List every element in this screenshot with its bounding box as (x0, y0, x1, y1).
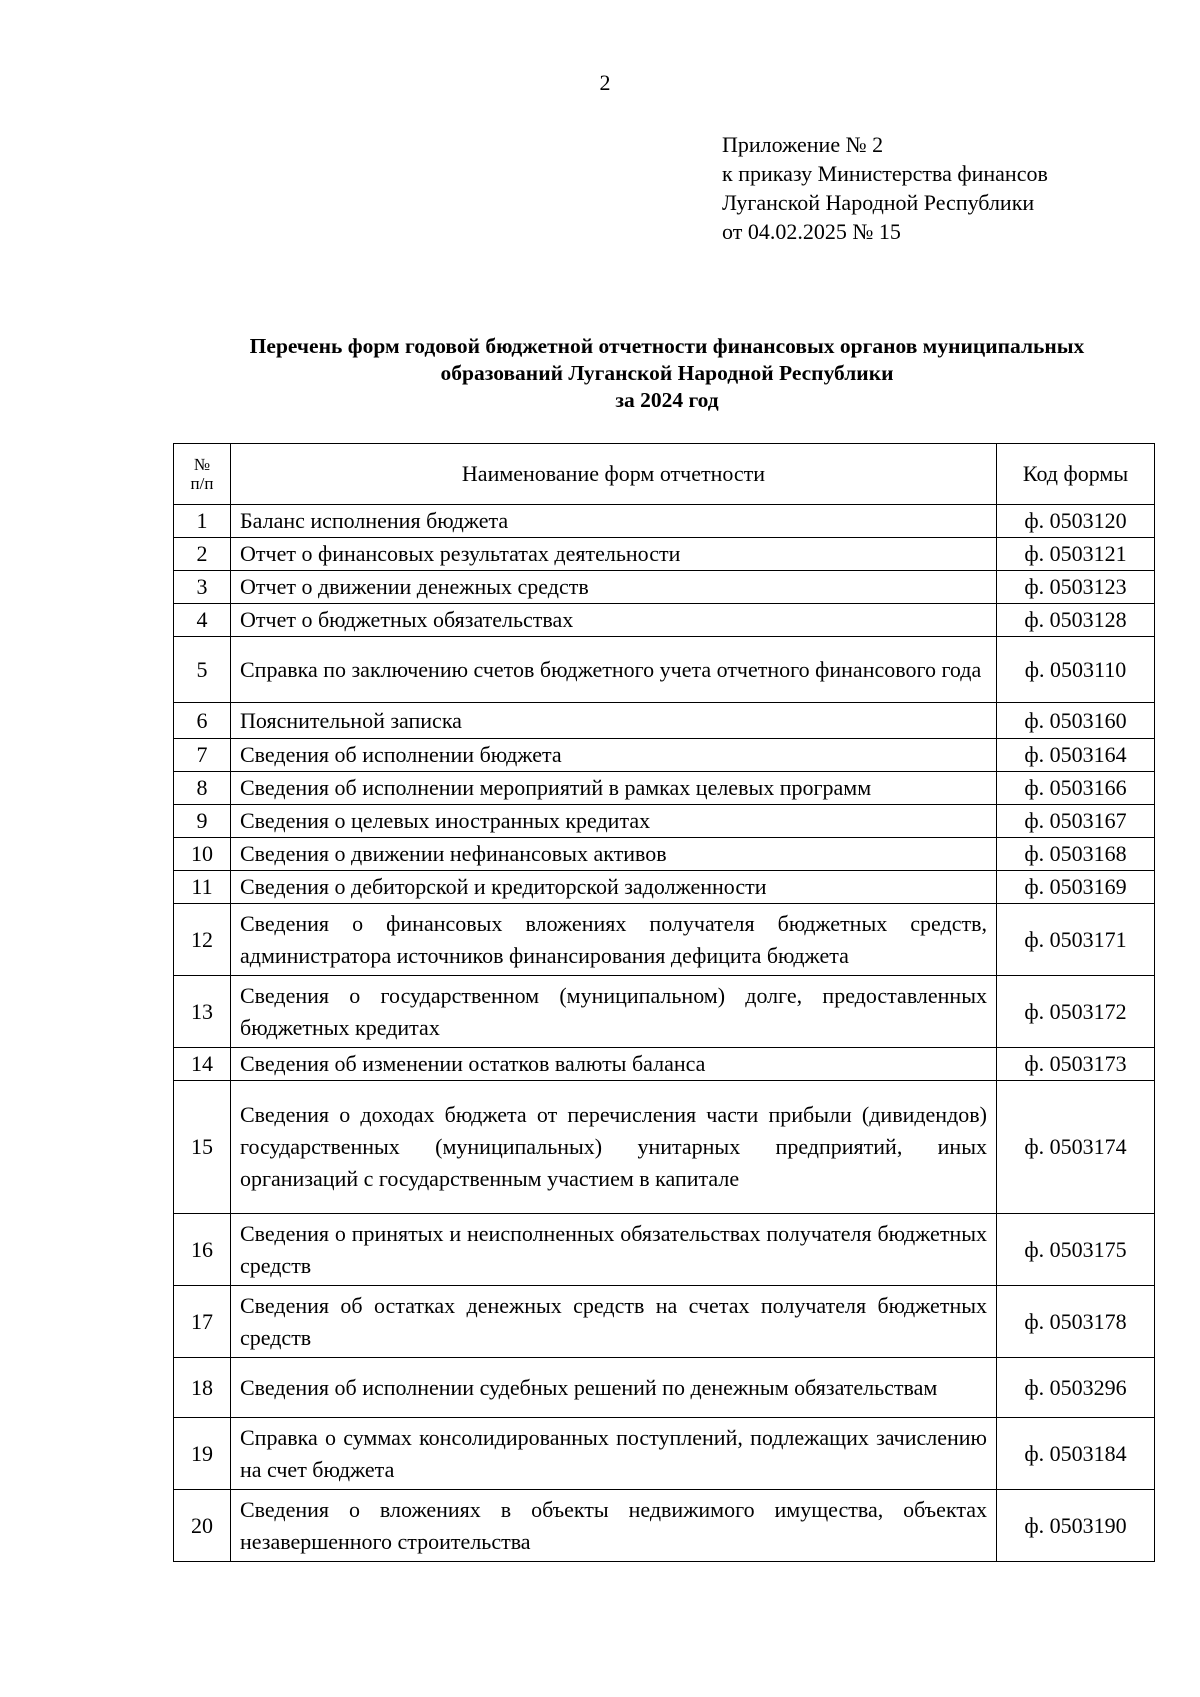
row-name: Справка о суммах консолидированных поступлений, подлежащих зачислению на счет бюджета (231, 1418, 997, 1490)
table-row (174, 1358, 1155, 1418)
row-number: 19 (174, 1418, 231, 1490)
row-name: Отчет о бюджетных обязательствах (231, 604, 997, 637)
row-code: ф. 0503174 (997, 1081, 1155, 1214)
row-name: Сведения об изменении остатков валюты баланса (231, 1048, 997, 1081)
row-number: 11 (174, 871, 231, 904)
row-number: 13 (174, 976, 231, 1048)
row-number: 1 (174, 505, 231, 538)
row-number: 7 (174, 739, 231, 772)
table-row (174, 772, 1155, 805)
title-line: за 2024 год (615, 388, 719, 412)
header-number (174, 444, 231, 505)
table-row (174, 1214, 1155, 1286)
row-number: 14 (174, 1048, 231, 1081)
row-number: 20 (174, 1490, 231, 1562)
row-number: 8 (174, 772, 231, 805)
table-header-row (174, 444, 1155, 505)
row-number: 12 (174, 904, 231, 976)
table-row (174, 604, 1155, 637)
title-line: Перечень форм годовой бюджетной отчетности финансовых органов муниципальных (249, 334, 1085, 358)
row-name: Пояснительной записка (231, 703, 997, 739)
table-row (174, 703, 1155, 739)
row-code: ф. 0503178 (997, 1286, 1155, 1358)
table-row (174, 1048, 1155, 1081)
header-number-top: № (193, 455, 211, 474)
appendix-line: Луганской Народной Республики (722, 190, 1035, 215)
row-name: Баланс исполнения бюджета (231, 505, 997, 538)
row-code: ф. 0503123 (997, 571, 1155, 604)
title-line: образований Луганской Народной Республики (440, 361, 894, 385)
table-row (174, 1286, 1155, 1358)
table-row (174, 637, 1155, 703)
header-name: Наименование форм отчетности (231, 444, 997, 505)
row-name: Сведения о целевых иностранных кредитах (231, 805, 997, 838)
row-code: ф. 0503164 (997, 739, 1155, 772)
table-row (174, 976, 1155, 1048)
row-number: 6 (174, 703, 231, 739)
table-row (174, 505, 1155, 538)
header-number-bottom: п/п (190, 474, 214, 493)
row-name: Сведения о доходах бюджета от перечисления части прибыли (дивидендов) государственных (муниципальных) унитарных предприятий, иных организаций с государственным участием в капитале (231, 1081, 997, 1214)
table-row (174, 538, 1155, 571)
row-name: Сведения об исполнении бюджета (231, 739, 997, 772)
row-code: ф. 0503160 (997, 703, 1155, 739)
table-row (174, 805, 1155, 838)
row-name: Сведения о дебиторской и кредиторской задолженности (231, 871, 997, 904)
row-name: Отчет о финансовых результатах деятельности (231, 538, 997, 571)
appendix-header (722, 130, 1048, 246)
row-code: ф. 0503121 (997, 538, 1155, 571)
forms-table (173, 443, 1155, 1562)
table-row (174, 838, 1155, 871)
row-name: Сведения о вложениях в объекты недвижимого имущества, объектах незавершенного строительства (231, 1490, 997, 1562)
row-number: 17 (174, 1286, 231, 1358)
table-row (174, 571, 1155, 604)
row-number: 18 (174, 1358, 231, 1418)
row-name: Сведения об исполнении судебных решений по денежным обязательствам (231, 1358, 997, 1418)
row-code: ф. 0503184 (997, 1418, 1155, 1490)
row-name: Отчет о движении денежных средств (231, 571, 997, 604)
row-code: ф. 0503171 (997, 904, 1155, 976)
page-number: 2 (599, 70, 611, 95)
row-code: ф. 0503296 (997, 1358, 1155, 1418)
row-code: ф. 0503110 (997, 637, 1155, 703)
table-row (174, 739, 1155, 772)
row-name: Сведения о движении нефинансовых активов (231, 838, 997, 871)
row-number: 10 (174, 838, 231, 871)
row-number: 15 (174, 1081, 231, 1214)
row-name: Сведения о принятых и неисполненных обязательствах получателя бюджетных средств (231, 1214, 997, 1286)
row-code: ф. 0503128 (997, 604, 1155, 637)
table-row (174, 904, 1155, 976)
row-code: ф. 0503175 (997, 1214, 1155, 1286)
row-code: ф. 0503173 (997, 1048, 1155, 1081)
row-number: 9 (174, 805, 231, 838)
row-name: Сведения о государственном (муниципальном) долге, предоставленных бюджетных кредитах (231, 976, 997, 1048)
row-number: 5 (174, 637, 231, 703)
table-row (174, 1081, 1155, 1214)
appendix-line: от 04.02.2025 № 15 (722, 219, 901, 244)
row-code: ф. 0503190 (997, 1490, 1155, 1562)
row-name: Сведения об исполнении мероприятий в рамках целевых программ (231, 772, 997, 805)
header-code: Код формы (997, 444, 1155, 505)
row-code: ф. 0503120 (997, 505, 1155, 538)
row-number: 4 (174, 604, 231, 637)
table-row (174, 1490, 1155, 1562)
table-row (174, 1418, 1155, 1490)
row-code: ф. 0503166 (997, 772, 1155, 805)
row-code: ф. 0503169 (997, 871, 1155, 904)
row-number: 16 (174, 1214, 231, 1286)
row-code: ф. 0503167 (997, 805, 1155, 838)
row-name: Справка по заключению счетов бюджетного учета отчетного финансового года (231, 637, 997, 703)
row-name: Сведения о финансовых вложениях получателя бюджетных средств, администратора источников финансирования дефицита бюджета (231, 904, 997, 976)
appendix-line: к приказу Министерства финансов (722, 161, 1048, 186)
row-code: ф. 0503168 (997, 838, 1155, 871)
row-code: ф. 0503172 (997, 976, 1155, 1048)
document-title (172, 333, 1162, 414)
appendix-line: Приложение № 2 (722, 132, 884, 157)
row-number: 2 (174, 538, 231, 571)
table-row (174, 871, 1155, 904)
row-name: Сведения об остатках денежных средств на счетах получателя бюджетных средств (231, 1286, 997, 1358)
row-number: 3 (174, 571, 231, 604)
